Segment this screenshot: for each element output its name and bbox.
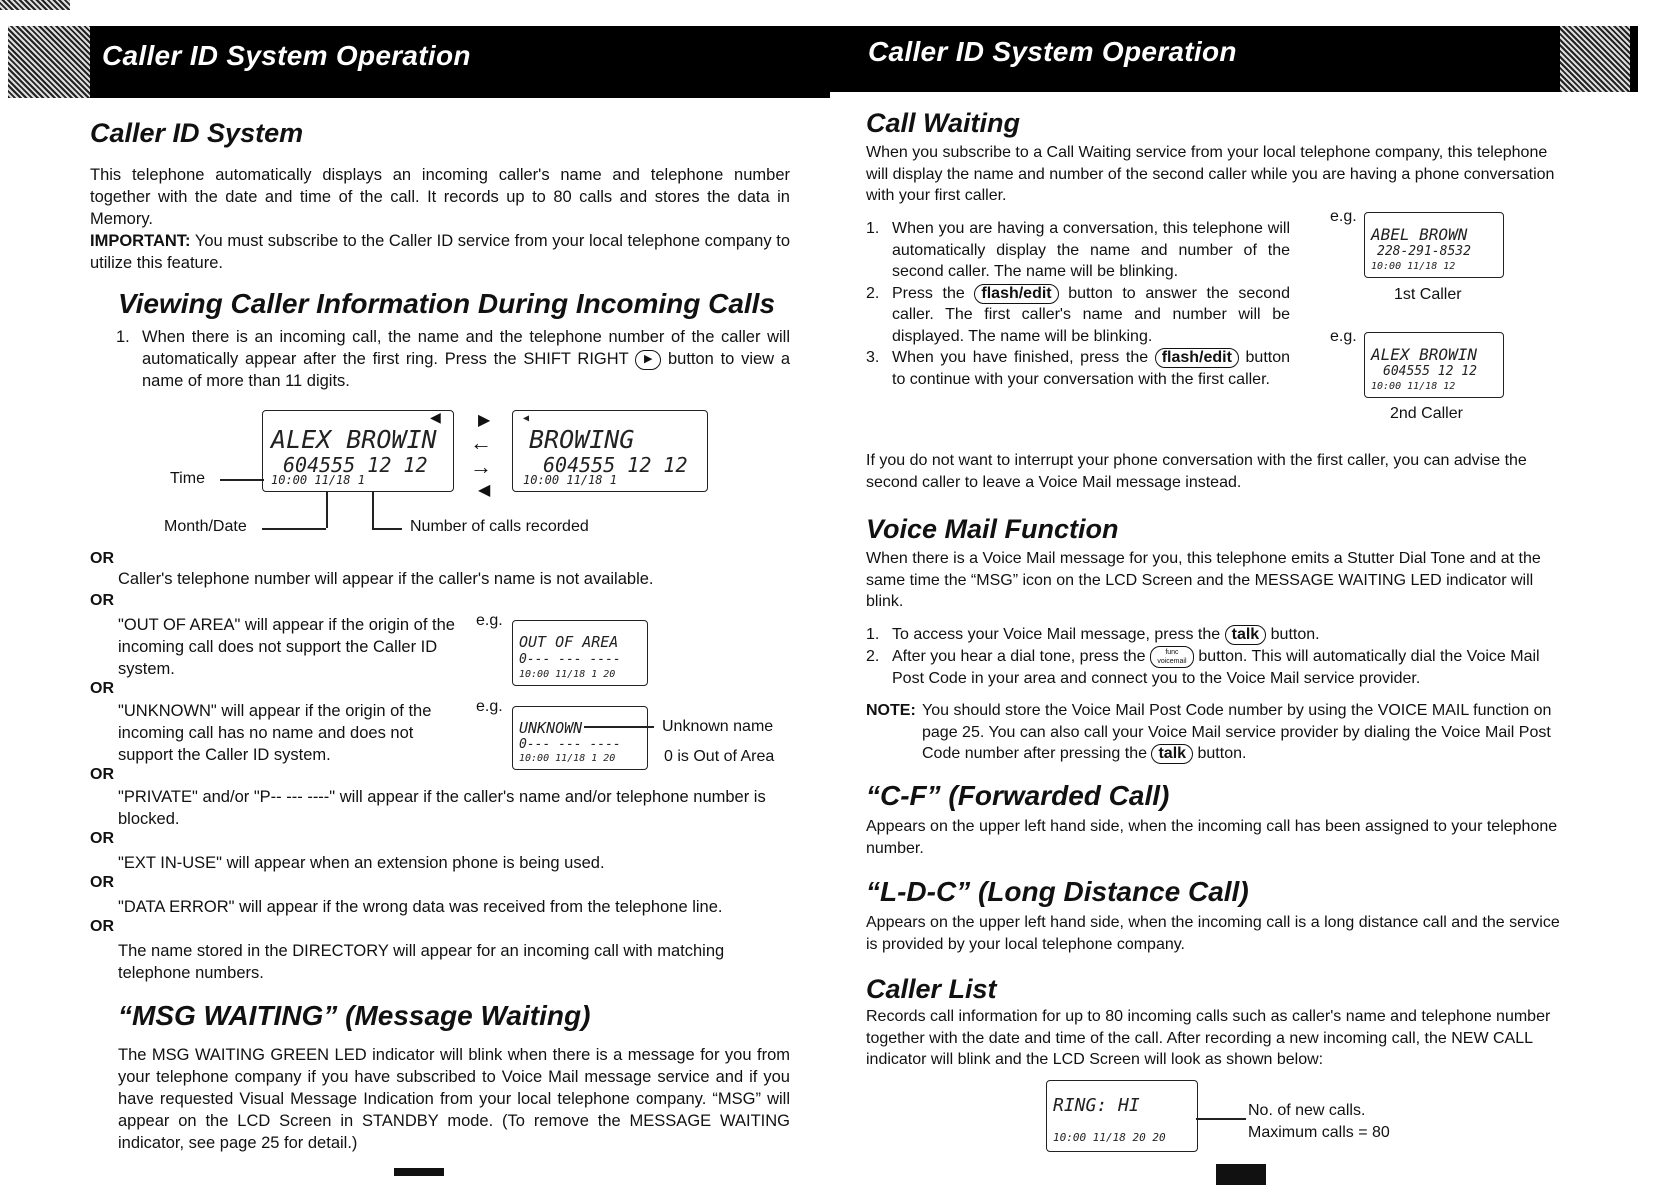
cf-text: Appears on the upper left hand side, when the incoming call has been assigned to your telephone number. [866,818,1558,857]
or-label: OR [90,918,114,935]
corner-texture-top [0,0,70,10]
ext-in-use-text: "EXT IN-USE" will appear when an extension phone is being used. [118,854,605,872]
lcd-left-arrow-icon: ◀ [523,413,530,424]
cw-step-3: 3. When you have finished, press the flash/edit button to continue with your conversation with the first caller. [866,349,1290,388]
new-calls-leader [1196,1118,1246,1120]
time-leader [220,479,264,481]
lcd-line3: 10:00 11/18 12 [1371,261,1456,272]
num-calls-leader-v [372,492,374,528]
vm-step1-text-b: button. [1270,626,1320,643]
call-waiting-outro: If you do not want to interrupt your phone conversation with the first caller, you can advise the second caller to leave a Voice Mail message instead. [866,452,1527,491]
arrow-left-solid: ◀ [430,409,441,425]
cw-step3-text-a: When you have finished, press the [892,349,1149,366]
note-label: NOTE: [866,702,916,719]
voice-mail-steps [866,624,1560,689]
left-header-band [8,26,830,98]
vm-step1-text-a: To access your Voice Mail message, press the [892,626,1221,643]
msg-waiting-text: The MSG WAITING GREEN LED indicator will blink when there is a message for you from your telephone company if you have subscribed to Voice Mail message service and if you have requested Visual Message Indication from your local telephone company. “MSG” will appear on the LCD Screen in STANDBY mode. (To remove the MESSAGE WAITING indicator, see page 25 for detail.) [118,1046,790,1152]
ldc-text: Appears on the upper left hand side, when the incoming call is a long distance call and the service is provided by your local telephone company. [866,914,1560,953]
vm-step-2: 2. After you hear a dial tone, press the func voicemail button. This will automatically dial the Voice Mail Post Code in your area and connect you to the Voice Mail service provider. [866,647,1540,687]
lcd-line3: 10:00 11/18 20 20 [1053,1131,1166,1144]
note-body [922,700,1560,765]
voice-mail-heading: Voice Mail Function [866,514,1119,544]
second-caller-caption: 2nd Caller [1390,405,1463,422]
lcd-line1: UNKNOWN [519,719,583,737]
ldc-heading: “L-D-C” (Long Distance Call) [866,876,1249,907]
unknown-text: "UNKNOWN" will appear if the origin of the incoming call has no name and does not support the Caller ID system. [118,702,432,764]
left-page-marker [394,1168,444,1176]
shift-right-button[interactable] [635,350,661,370]
caller-id-system-text [90,164,790,274]
lcd-first-caller [1364,212,1504,278]
lcd-line1: RING: HI [1053,1095,1140,1116]
flash-edit-button[interactable]: flash/edit [1155,348,1239,368]
eg-label: e.g. [476,698,503,715]
label-month-date: Month/Date [164,518,247,535]
play-icon: ▶ [643,352,653,365]
arrow-right-icon: → [470,454,492,479]
caller-id-para: This telephone automatically displays an incoming caller's name and telephone number together with the date and time of the call. It records up to 80 calls and stores the data in Memory. [90,166,790,228]
step1-text-a: When there is an incoming call, the name and the telephone number of the caller will automatically appear after the first ring. Press the SHIFT RIGHT [142,328,790,368]
or-label: OR [90,680,114,697]
lcd-line2: 604555 12 12 [283,453,428,477]
lcd-line3: 10:00 11/18 1 [523,473,617,487]
right-header-title: Caller ID System Operation [868,36,1237,67]
voice-mail-intro: When there is a Voice Mail message for you, this telephone emits a Stutter Dial Tone and at the same time the “MSG” icon on the LCD Screen and the MESSAGE WAITING LED indicator will blink. [866,550,1541,610]
caller-list-heading: Caller List [866,974,997,1004]
lcd-line2: 604555 12 12 [543,453,688,477]
cw-step1-text: When you are having a conversation, this telephone will automatically display the name and number of the second caller. The name will be blinking. [892,220,1290,280]
label-unknown-name: Unknown name [662,718,774,735]
or-label: OR [90,874,114,891]
out-of-area-text: "OUT OF AREA" will appear if the origin of the incoming call does not support the Caller ID system. [118,616,455,678]
call-waiting-intro: When you subscribe to a Call Waiting service from your local telephone company, this telephone will display the name and number of the second caller while you are having a phone conversation with your first caller. [866,144,1555,204]
left-header-texture [8,26,90,98]
call-waiting-steps [866,218,1290,390]
call-waiting-heading: Call Waiting [866,108,1021,138]
msg-waiting-heading: “MSG WAITING” (Message Waiting) [118,1000,591,1031]
page-number-tab [1216,1164,1266,1185]
lcd-line2: 0--- --- ---- [519,652,621,667]
month-date-leader-h [262,528,326,530]
talk-button[interactable]: talk [1225,625,1267,645]
lcd-line3: 10:00 11/18 1 [271,473,365,487]
lcd-line1: ALEX BROWIN [1371,345,1477,364]
label-max-calls: Maximum calls = 80 [1248,1124,1390,1141]
label-time: Time [170,470,205,487]
first-caller-caption: 1st Caller [1394,286,1462,303]
func-voicemail-button[interactable]: func voicemail [1150,646,1194,668]
label-out-of-area: 0 is Out of Area [664,748,775,765]
unknown-name-leader [584,726,654,728]
lcd-line3: 10:00 11/18 1 20 [519,753,616,764]
directory-text: The name stored in the DIRECTORY will appear for an incoming call with matching telephone numbers. [118,942,725,982]
left-header-title: Caller ID System Operation [102,40,471,71]
or-label: OR [90,592,114,609]
vm-step2-text-a: After you hear a dial tone, press the [892,647,1146,665]
note-text-a: You should store the Voice Mail Post Code number by using the VOICE MAIL function on page 25. You can also call your Voice Mail service provider by dialing the Voice Mail Post Code number after pressing the [922,702,1552,762]
eg-label: e.g. [1330,208,1357,225]
or-label: OR [90,830,114,847]
caller-id-system-heading: Caller ID System [90,118,304,148]
lcd-out-of-area [512,620,648,686]
arrow-left-icon: ← [470,430,492,455]
cw-step-2: 2. Press the flash/edit button to answer the second caller. The first caller's name and number will be displayed. The name will be blinking. [866,284,1290,345]
lcd-line3: 10:00 11/18 12 [1371,381,1456,392]
caller-list-text: Records call information for up to 80 incoming calls such as caller's name and telephone number together with the date and time of the call. After recording a new incoming call, the NEW CALL indicator will blink and the LCD Screen will look as shown below: [866,1008,1551,1068]
lcd-unknown [512,706,648,770]
lcd-line3: 10:00 11/18 1 20 [519,669,616,680]
right-header-texture [1560,26,1630,92]
step1-text-b: button to view a name of more than 11 digits. [142,350,791,390]
talk-button[interactable]: talk [1151,744,1193,764]
lcd-browing [512,410,708,492]
fold-line [826,90,827,1170]
voice-mail-note [866,700,1560,765]
lcd-line1: OUT OF AREA [519,633,619,651]
step-number: 1. [116,328,130,346]
viewing-heading: Viewing Caller Information During Incoming Calls [118,288,776,319]
important-label: IMPORTANT: [90,232,191,250]
lcd-second-caller [1364,332,1504,398]
lcd-line2: 0--- --- ---- [519,737,621,752]
important-text: You must subscribe to the Caller ID service from your local telephone company to utilize this feature. [90,232,790,272]
note-text-b: button. [1197,745,1247,762]
arrow-left-solid-icon: ◀ [478,482,491,499]
label-new-calls: No. of new calls. [1248,1102,1366,1119]
cw-step-1: 1. When you are having a conversation, this telephone will automatically display the name and number of the second caller. The name will be blinking. [866,220,1290,280]
cw-step2-text-a: Press the [892,284,965,302]
lcd-line1: ABEL BROWN [1371,225,1468,244]
eg-label: e.g. [476,612,503,629]
vm-step-1: 1. To access your Voice Mail message, press the talk button. [866,626,1320,643]
month-date-leader-v [326,492,328,528]
lcd-line1: BROWING [529,425,635,454]
important-note [90,230,790,274]
private-text: "PRIVATE" and/or "P-- --- ----" will appear if the caller's name and/or telephone number is blocked. [118,788,766,828]
cw-step3-text-b: button to continue with your conversation with the first caller. [892,349,1290,388]
lcd-alex-browin [262,410,454,492]
arrow-right-solid-icon: ▶ [478,412,491,429]
num-calls-leader-h [372,528,402,530]
or-label: OR [90,766,114,783]
flash-edit-button[interactable]: flash/edit [974,284,1058,304]
label-number-of-calls: Number of calls recorded [410,518,589,535]
cw-step2-text-b: button to answer the second caller. The first caller's name and number will be displayed. The name will be blinking. [892,284,1290,345]
eg-label: e.g. [1330,328,1357,345]
right-header-band [830,26,1638,92]
data-error-text: "DATA ERROR" will appear if the wrong data was received from the telephone line. [118,898,723,916]
lcd-line2: 604555 12 12 [1383,364,1477,379]
viewing-step1 [116,326,790,392]
vm-step2-text-b: button. This will automatically dial the Voice Mail Post Code in your area and connect you to the Voice Mail service provider. [892,647,1540,687]
lcd-line1: ALEX BROWIN [271,425,437,454]
lcd-caller-list [1046,1080,1198,1152]
cf-heading: “C-F” (Forwarded Call) [866,780,1170,811]
or1-text: Caller's telephone number will appear if the caller's name is not available. [118,570,654,588]
or-label: OR [90,550,114,567]
lcd-line2: 228-291-8532 [1377,244,1471,259]
